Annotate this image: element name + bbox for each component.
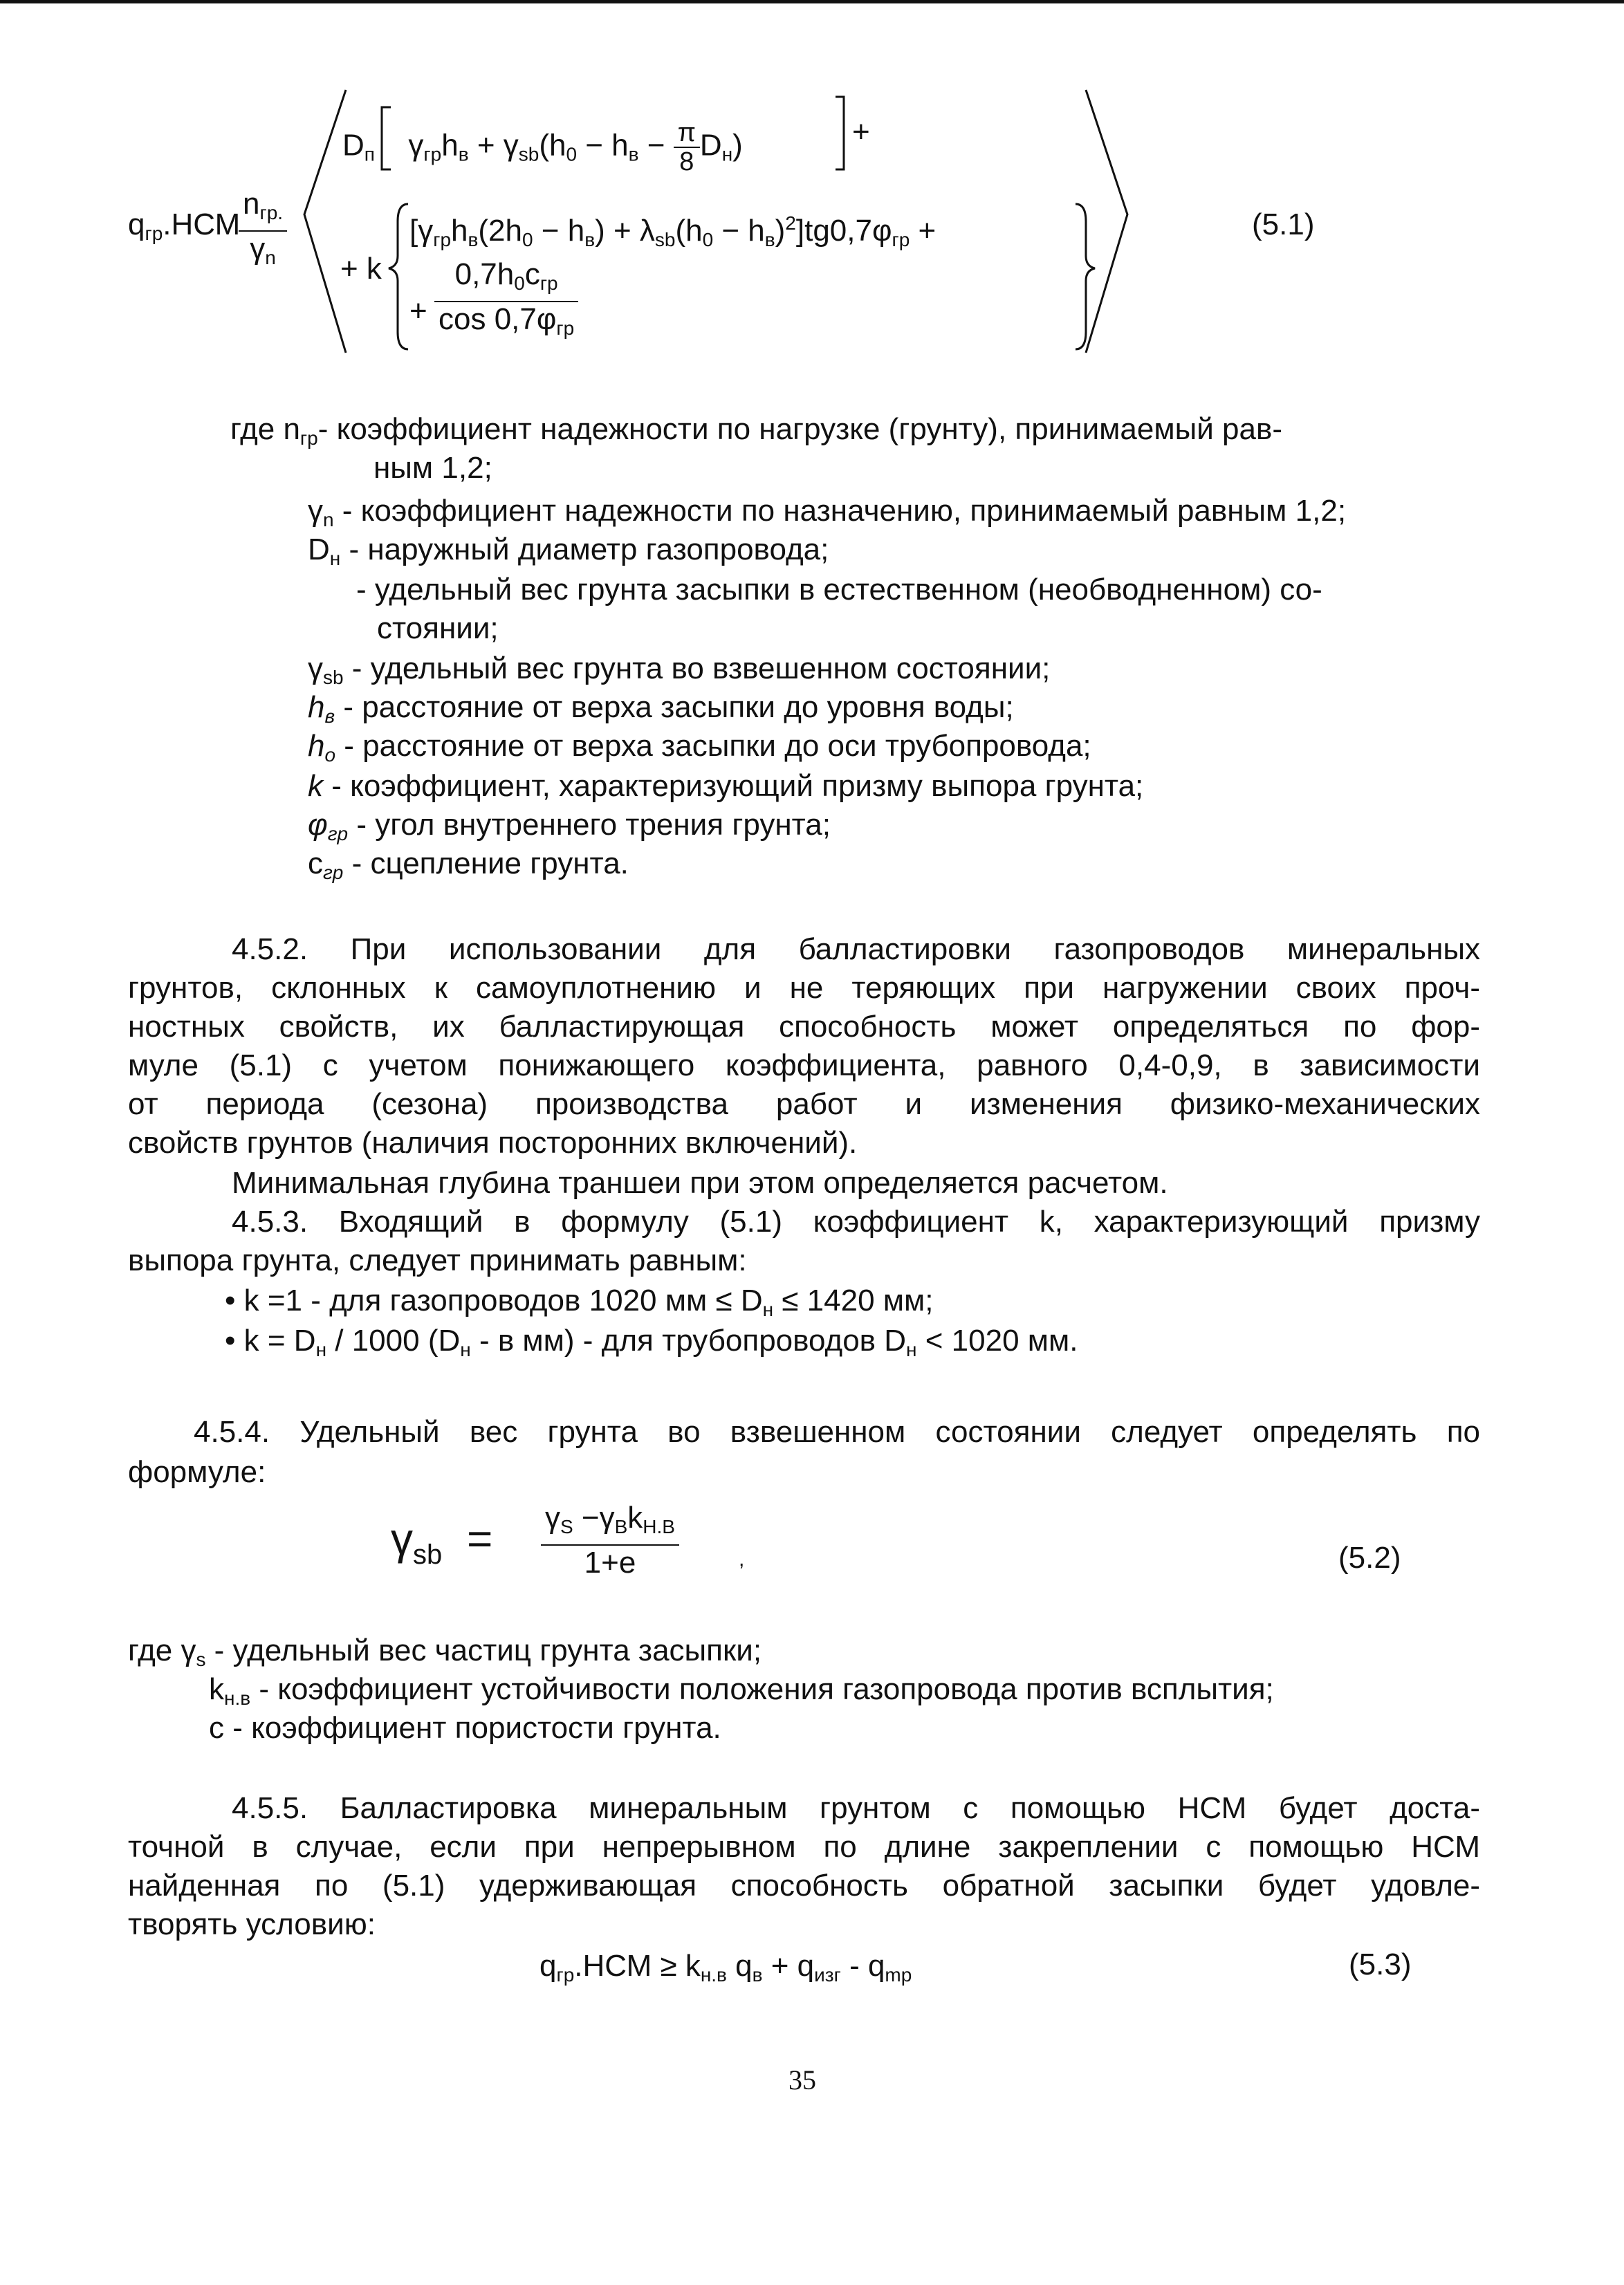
paragraph-line: 4.5.5. Балластировка минеральным грунтом с помощью НСМ будет доста-: [232, 1791, 1480, 1825]
equation-number-5-2: (5.2): [1338, 1541, 1401, 1575]
paragraph-line: грунтов, склонных к самоуплотнению и не теряющих при нагружении своих проч-: [128, 971, 1480, 1005]
bullet-k-dn: • $k = D_н / 1000$ ($D_н$ - в мм) - для трубопроводов $D_н < 1020$ мм.: [225, 1324, 1078, 1360]
legend-item-k: k - коэффициент, характеризующий призму выпора грунта;: [308, 769, 1144, 803]
formula-5-2-fraction: $\frac{\gamma_S -\gamma_Bk_{Н.В}}{1+e}$: [541, 1501, 679, 1580]
paragraph-min-depth: Минимальная глубина траншеи при этом определяется расчетом.: [232, 1166, 1168, 1200]
paragraph-line: точной в случае, если при непрерывном по длине закреплении с помощью НСМ: [128, 1830, 1480, 1864]
legend-item-d-n: $D_н$ - наружный диаметр газопровода;: [308, 533, 829, 569]
legend-item-e: с - коэффициент пористости грунта.: [209, 1711, 721, 1745]
paragraph-line: 4.5.2. При использовании для балластировки газопроводов минеральных: [232, 932, 1480, 966]
legend-item-c: $с_{гр}$ - сцепление грунта.: [308, 847, 629, 883]
formula-5-3-body: $q_{гр}.НСМ \ge k_{н.в}$ $q_в + q_{изг} - q_{mp}$: [539, 1949, 912, 1986]
paragraph-line: от периода (сезона) производства работ и изменения физико-механических: [128, 1087, 1480, 1121]
legend-item-h-v: $h_в$ - расстояние от верха засыпки до уровня воды;: [308, 690, 1014, 727]
paragraph-line: ностных свойств, их балластирующая способность может определяться по фор-: [128, 1010, 1480, 1044]
formula-row-1-plus: +: [852, 115, 870, 149]
formula-row-2: $[\gamma_{гр}h_в(2h_0 - h_в) + \lambda_{sb}(h_0 - h_в)^2]tg0,7\varphi_{гр}$ +: [409, 212, 936, 250]
formula-plus-k: + k: [340, 252, 382, 286]
formula-reliability-fraction: $\frac{n_{гр.}}{\gamma_n}$: [239, 187, 287, 275]
legend-item-phi: $\varphi_{гр}$ - угол внутреннего трения грунта;: [308, 808, 831, 844]
legend-item-soil-weight: - удельный вес грунта засыпки в естественном (необводненном) со-: [356, 573, 1322, 607]
legend-item-n-gr-cont: ным 1,2;: [373, 451, 492, 485]
paragraph-line: найденная по (5.1) удерживающая способность обратной засыпки будет удовле-: [128, 1869, 1480, 1903]
paragraph-line: 4.5.3. Входящий в формулу (5.1) коэффициент k, характеризующий призму: [232, 1205, 1480, 1239]
paragraph-line: свойств грунтов (наличия посторонних включений).: [128, 1126, 858, 1160]
page-number: 35: [788, 2064, 816, 2096]
formula-row-3-plus: +: [409, 294, 427, 328]
legend-item-h-o: $h_о$ - расстояние от верха засыпки до оси трубопровода;: [308, 729, 1091, 766]
formula-row-3-fraction: $\frac{0,7h_0c_{гр}}{\cos 0,7\varphi_{гр}}$: [434, 257, 578, 346]
legend-item-gamma-n: $\gamma_n$ - коэффициент надежности по назначению, принимаемый равным 1,2;: [308, 494, 1347, 530]
equation-number-5-3: (5.3): [1349, 1948, 1412, 1981]
legend-item-gamma-sb: $\gamma_{sb}$ - удельный вес грунта во взвешенном состоянии;: [308, 651, 1051, 688]
legend-item-n-gr: где $n_{гр}-$ коэффициент надежности по нагрузке (грунту), принимаемый рав-: [230, 412, 1282, 449]
bullet-k-1: • k =1 - для газопроводов 1020 мм ≤ $D_н \le 1420$ мм;: [225, 1284, 934, 1320]
legend-item-soil-weight-cont: стоянии;: [377, 611, 499, 645]
formula-lhs: $q_{гр}.НСМ$: [128, 207, 241, 244]
paragraph-line: 4.5.4. Удельный вес грунта во взвешенном состоянии следует определять по: [194, 1415, 1480, 1449]
legend-item-k-nv: $k_{н.в}$ - коэффициент устойчивости положения газопровода против всплытия;: [209, 1672, 1274, 1709]
equation-number-5-1: (5.1): [1252, 207, 1315, 241]
paragraph-line: выпора грунта, следует принимать равным:: [128, 1243, 747, 1277]
paragraph-line: муле (5.1) с учетом понижающего коэффициента, равного 0,4-0,9, в зависимости: [128, 1048, 1480, 1082]
formula-row-1: $D_п$ $\gamma_{гр}h_в + \gamma_{sb}(h_0 - h_в$ − $\frac{\pi}{8}$ $D_н$): [342, 118, 743, 176]
paragraph-line: формуле:: [128, 1455, 266, 1489]
paragraph-line: творять условию:: [128, 1907, 376, 1941]
formula-5-2-comma: ,: [739, 1548, 745, 1571]
formula-5-2-lhs: $\gamma_{sb}$ =: [391, 1514, 493, 1570]
legend-item-gamma-s: где $\gamma_s$ - удельный вес частиц грунта засыпки;: [128, 1634, 762, 1670]
